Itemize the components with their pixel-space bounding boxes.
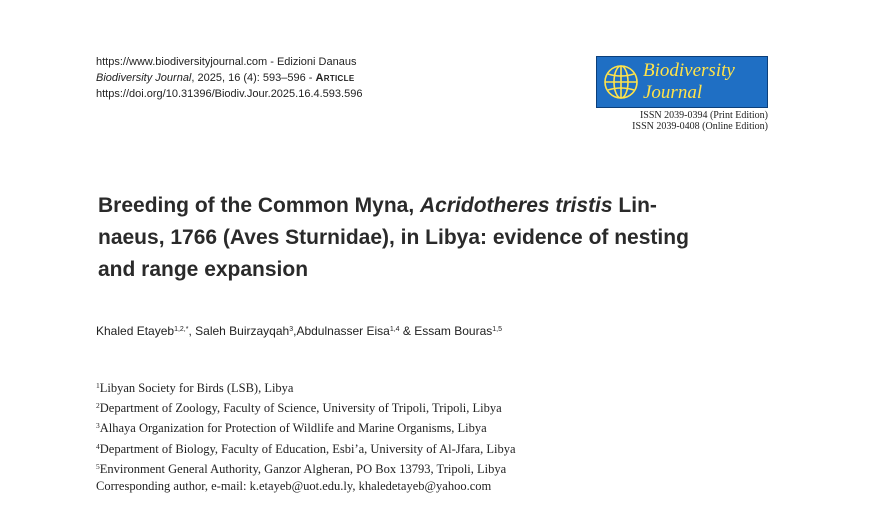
affiliation-item bbox=[96, 438, 516, 458]
issn-print: ISSN 2039-0394 (Print Edition) bbox=[639, 110, 768, 121]
journal-header bbox=[96, 54, 362, 102]
affiliation-number: 5 bbox=[96, 461, 100, 471]
title-line-1 bbox=[98, 190, 778, 222]
author-affil-sup: 3 bbox=[289, 326, 294, 333]
affiliation-number: 4 bbox=[96, 441, 100, 451]
issn-block bbox=[596, 110, 768, 132]
logo-line-2: Journal bbox=[643, 82, 703, 103]
journal-logo bbox=[596, 56, 768, 108]
affiliation-item bbox=[96, 397, 516, 417]
author-affil-sup: 1,4 bbox=[389, 326, 400, 333]
citation-line bbox=[96, 70, 362, 86]
affiliation-text: Environment General Authority, Ganzor Algheran, PO Box 13793, Tripoli, Libya bbox=[99, 461, 507, 476]
affiliation-text: Alhaya Organization for Protection of Wildlife and Marine Organisms, Libya bbox=[99, 421, 487, 436]
affiliation-item bbox=[96, 377, 516, 397]
article-type: Article bbox=[315, 72, 355, 84]
affiliation-item bbox=[96, 417, 516, 437]
author-sep: , bbox=[188, 324, 196, 338]
logo-line-1: Biodiversity bbox=[643, 60, 735, 81]
affiliation-text: Department of Zoology, Faculty of Science, University of Tripoli, Tripoli, Libya bbox=[99, 401, 502, 416]
author-name: Saleh Buirzayqah bbox=[195, 324, 290, 338]
affiliation-number: 1 bbox=[96, 381, 100, 390]
affiliation-item bbox=[96, 458, 516, 478]
title-line-2: naeus, 1766 (Aves Sturnidae), in Libya: evidence of nesting bbox=[98, 226, 689, 249]
journal-url[interactable]: https://www.biodiversityjournal.com - Edizioni Danaus bbox=[96, 56, 357, 68]
author-name: Abdulnasser Eisa bbox=[296, 324, 390, 338]
journal-name: Biodiversity Journal bbox=[96, 72, 192, 84]
author-sep: & bbox=[399, 324, 415, 338]
author-name: Khaled Etayeb bbox=[96, 324, 175, 338]
author-sep: , bbox=[293, 324, 297, 338]
corresponding-author[interactable]: Corresponding author, e-mail: k.etayeb@uot.edu.ly, khaledetayeb@yahoo.com bbox=[96, 479, 492, 494]
paper-title bbox=[98, 190, 778, 286]
title-line-3: and range expansion bbox=[98, 258, 309, 281]
affiliation-number: 3 bbox=[96, 421, 100, 431]
author-list bbox=[96, 324, 502, 338]
author-affil-sup: 1,2,* bbox=[174, 326, 189, 333]
logo-text bbox=[643, 60, 735, 104]
author-affil-sup: 1,5 bbox=[492, 326, 503, 333]
title-part-b: Lin- bbox=[612, 194, 657, 217]
affiliation-text: Libyan Society for Birds (LSB), Libya bbox=[99, 381, 294, 395]
issn-online: ISSN 2039-0408 (Online Edition) bbox=[632, 121, 768, 132]
affiliation-text: Department of Biology, Faculty of Education, Esbi’a, University of Al-Jfara, Libya bbox=[99, 441, 516, 456]
species-name: Acridotheres tristis bbox=[420, 194, 613, 217]
affiliations bbox=[96, 377, 516, 495]
doi-link[interactable]: https://doi.org/10.31396/Biodiv.Jour.2025.16.4.593.596 bbox=[96, 88, 363, 100]
globe-icon bbox=[602, 63, 640, 101]
title-part-a: Breeding of the Common Myna, bbox=[98, 194, 421, 217]
affiliation-number: 2 bbox=[96, 401, 100, 411]
citation-text: , 2025, 16 (4): 593–596 - bbox=[191, 72, 316, 84]
author-name: Essam Bouras bbox=[414, 324, 493, 338]
